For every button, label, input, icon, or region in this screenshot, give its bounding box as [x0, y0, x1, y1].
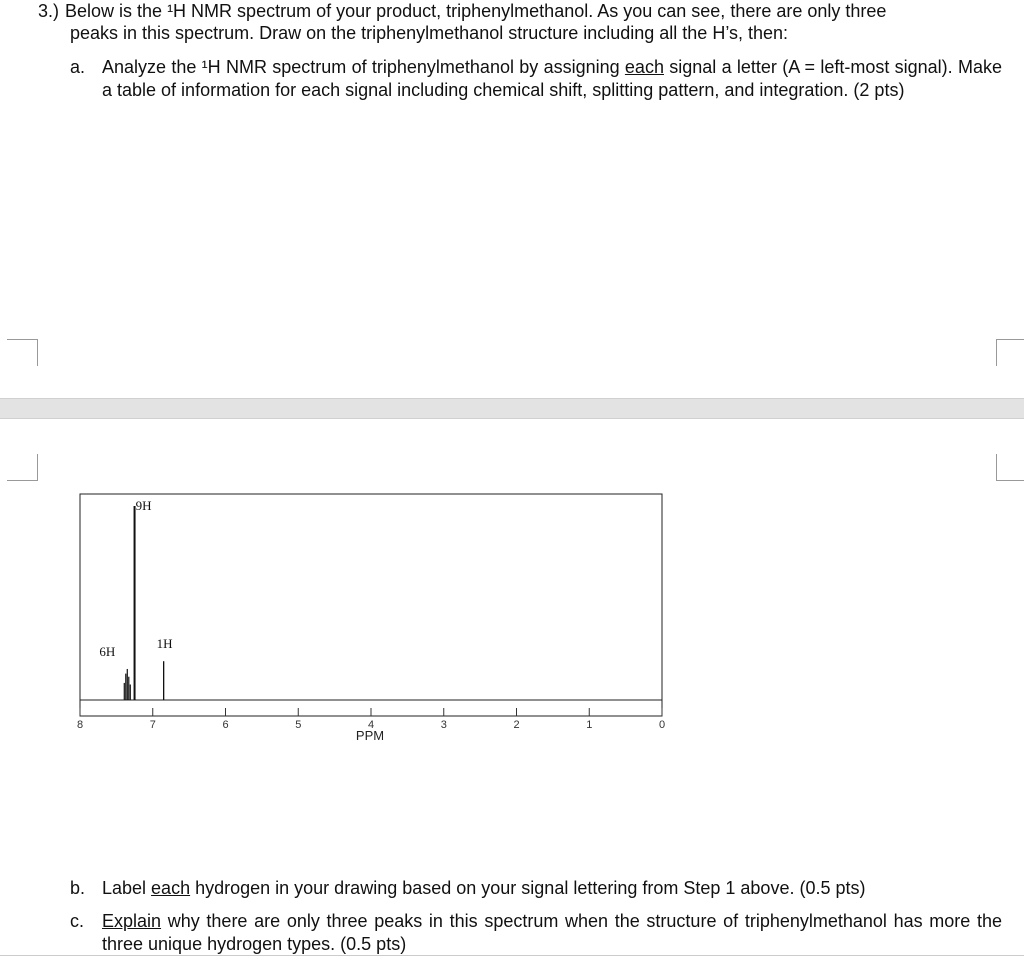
question-number: 3.) [38, 1, 60, 21]
x-tick-label: 0 [658, 719, 666, 731]
part-b [70, 877, 1002, 900]
page-corner-mark [7, 454, 38, 481]
x-axis-title: PPM [355, 728, 385, 743]
page-corner-mark [996, 454, 1024, 481]
integration-label: 1H [156, 636, 173, 651]
x-tick-label: 2 [513, 719, 520, 731]
page-corner-mark [7, 339, 38, 366]
part-c [70, 910, 1002, 956]
question-line-1: Below is the ¹H NMR spectrum of your product, triphenylmethanol. As you can see, there are only three [65, 1, 887, 21]
x-tick-label: 3 [440, 719, 447, 731]
part-b-text [102, 877, 1002, 900]
nmr-spectrum [60, 488, 680, 758]
part-a-label: a. [70, 57, 86, 77]
part-a [70, 56, 1002, 102]
part-c-text [102, 910, 1002, 956]
question-3 [38, 0, 1004, 44]
x-tick-label: 4 [367, 719, 375, 731]
spectrum-peaks [124, 506, 163, 700]
x-tick-label: 7 [149, 719, 156, 731]
part-b-text-end: hydrogen in your drawing based on your signal lettering from Step 1 above. (0.5 pts) [190, 878, 866, 898]
part-a-underlined: each [624, 57, 664, 77]
part-a-text-end: signal a letter (A = left-most signal). Make a table of information for each signal including chemical shift, splitting pattern, and integration. (2 pts) [102, 57, 1002, 100]
part-a-text-start: Analyze the ¹H NMR spectrum of triphenylmethanol by assigning [102, 57, 625, 77]
integration-label: 6H [99, 644, 116, 659]
integration-labels [99, 498, 172, 659]
part-c-text-end: why there are only three peaks in this spectrum when the structure of triphenylmethanol has more the three unique hydrogen types. (0.5 pts) [102, 911, 1002, 954]
question-line-2: peaks in this spectrum. Draw on the triphenylmethanol structure including all the H’s, then: [70, 23, 789, 43]
spectrum-frame [80, 494, 662, 716]
part-b-text-start: Label [102, 878, 152, 898]
part-b-label: b. [70, 878, 86, 898]
x-tick-label: 6 [222, 719, 229, 731]
part-a-text [102, 56, 1002, 102]
page-corner-mark [996, 339, 1024, 366]
page-break [0, 398, 1024, 419]
part-c-underlined: Explain [102, 911, 162, 931]
x-tick-label: 1 [586, 719, 593, 731]
part-b-underlined: each [151, 878, 191, 898]
integration-label: 9H [135, 498, 152, 513]
part-c-label: c. [70, 911, 85, 931]
x-tick-label: 5 [295, 719, 302, 731]
x-tick-label: 8 [76, 719, 84, 731]
page-bottom-border [0, 955, 1024, 956]
